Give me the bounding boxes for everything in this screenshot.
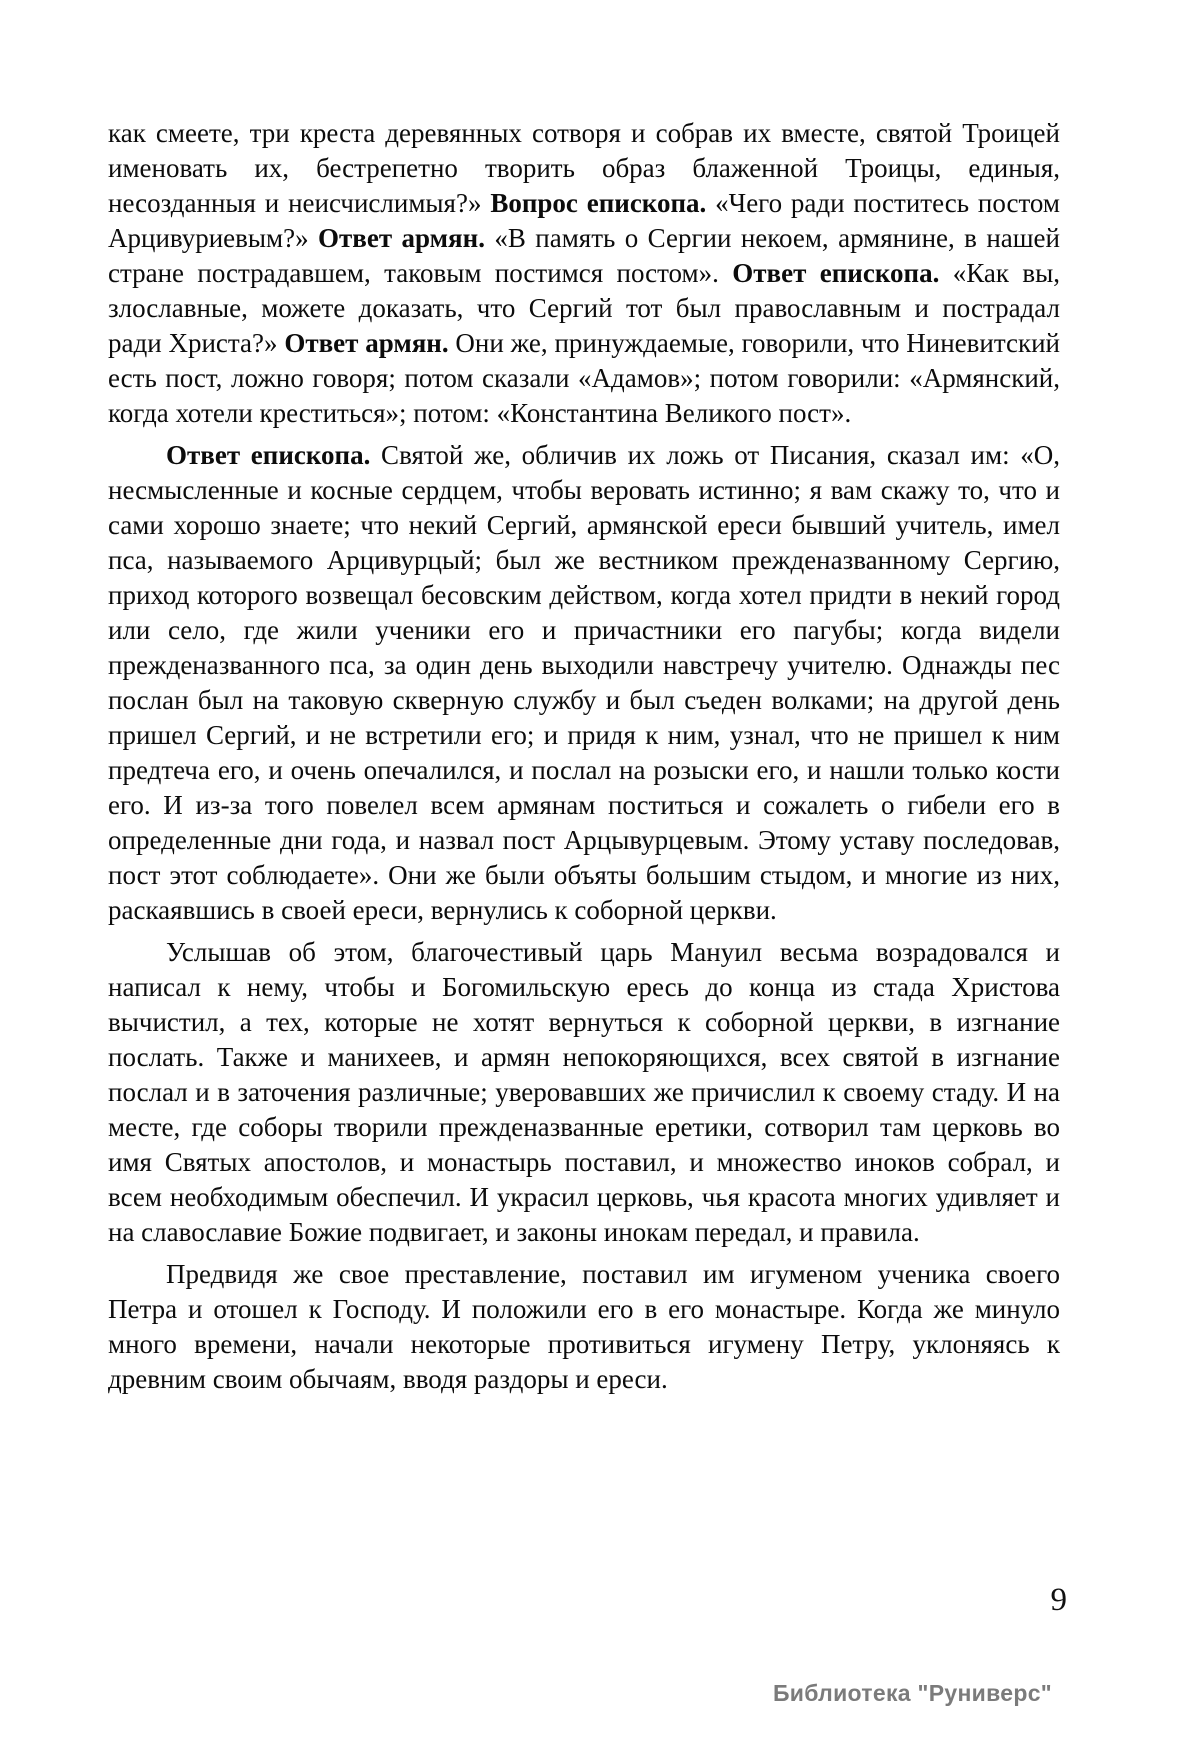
paragraph bbox=[108, 1257, 1060, 1397]
text-run: «Как вы, злославные, можете доказать, что Сергий тот был православным и пострадал ради Христа?» bbox=[108, 258, 1060, 358]
paragraph bbox=[108, 116, 1060, 431]
text-run: «Чего ради поститесь постом Арцивуриевым?» bbox=[108, 188, 1060, 253]
text-run: Предвидя же свое преставление, поставил им игуменом ученика своего Петра и отошел к Господу. И положили его в его монастыре. Когда же минуло много времени, начали некоторые противиться игумену Петру, уклоняясь к древним своим обычаям, вводя раздоры и ереси. bbox=[108, 1259, 1060, 1394]
bold-run: Ответ епископа. bbox=[166, 440, 371, 470]
bold-run: Вопрос епископа. bbox=[490, 188, 707, 218]
runivers-library-watermark: Библиотека "Руниверс" bbox=[772, 1680, 1052, 1706]
text-block bbox=[108, 116, 1060, 1397]
text-run: Они же, принуждаемые, говорили, что Ниневитский есть пост, ложно говоря; потом сказали «Адамов»; потом говорили: «Армянский, когда хотели креститься»; потом: «Константина Великого пост». bbox=[108, 328, 1060, 428]
paragraph bbox=[108, 935, 1060, 1250]
bold-run: Ответ армян. bbox=[318, 223, 485, 253]
page-number: 9 bbox=[1050, 1582, 1067, 1618]
bold-run: Ответ епископа. bbox=[732, 258, 940, 288]
text-run: Святой же, обличив их ложь от Писания, сказал им: «О, несмысленные и косные сердцем, чтобы веровать истинно; я вам скажу то, что и сами хорошо знаете; что некий Сергий, армянской ереси бывший учитель, имел пса, называемого Арцивурцый; был же вестником прежденазванному Сергию, приход которого возвещал бесовским действом, когда хотел придти в некий город или село, где жили ученики его и причастники его пагубы; когда видели прежденазванного пса, за один день выходили навстречу учителю. Однажды пес послан был на таковую скверную службу и был съеден волками; на другой день пришел Сергий, и не встретили его; и придя к ним, узнал, что не пришел к ним предтеча его, и очень опечалился, и послал на розыски его, и нашли только кости его. И из-за того повелел всем армянам поститься и сожалеть о гибели его в определенные дни года, и назвал пост Арцывурцевым. Этому уставу последовав, пост этот соблюдаете». Они же были объяты большим стыдом, и многие из них, раскаявшись в своей ереси, вернулись к соборной церкви. bbox=[108, 440, 1061, 925]
text-run: «В память о Сергии некоем, армянине, в нашей стране пострадавшем, таковым постимся постом». bbox=[108, 223, 1060, 288]
text-run: как смеете, три креста деревянных сотворя и собрав их вместе, святой Троицей именовать их, бестрепетно творить образ блаженной Троицы, единыя, несозданныя и неисчислимыя?» bbox=[108, 118, 1060, 218]
bold-run: Ответ армян. bbox=[284, 328, 449, 358]
text-run: Услышав об этом, благочестивый царь Мануил весьма возрадовался и написал к нему, чтобы и Богомильскую ересь до конца из стада Христова вычистил, а тех, которые не хотят вернуться к соборной церкви, в изгнание послать. Также и манихеев, и армян непокоряющихся, всех святой в изгнание послал и в заточения различные; уверовавших же причислил к своему стаду. И на месте, где соборы творили прежденазванные еретики, сотворил там церковь во имя Святых апостолов, и монастырь поставил, и множество иноков собрал, и всем необходимым обеспечил. И украсил церковь, чья красота многих удивляет и на славославие Божие подвигает, и законы инокам передал, и правила. bbox=[108, 937, 1060, 1247]
paragraph bbox=[108, 438, 1060, 928]
